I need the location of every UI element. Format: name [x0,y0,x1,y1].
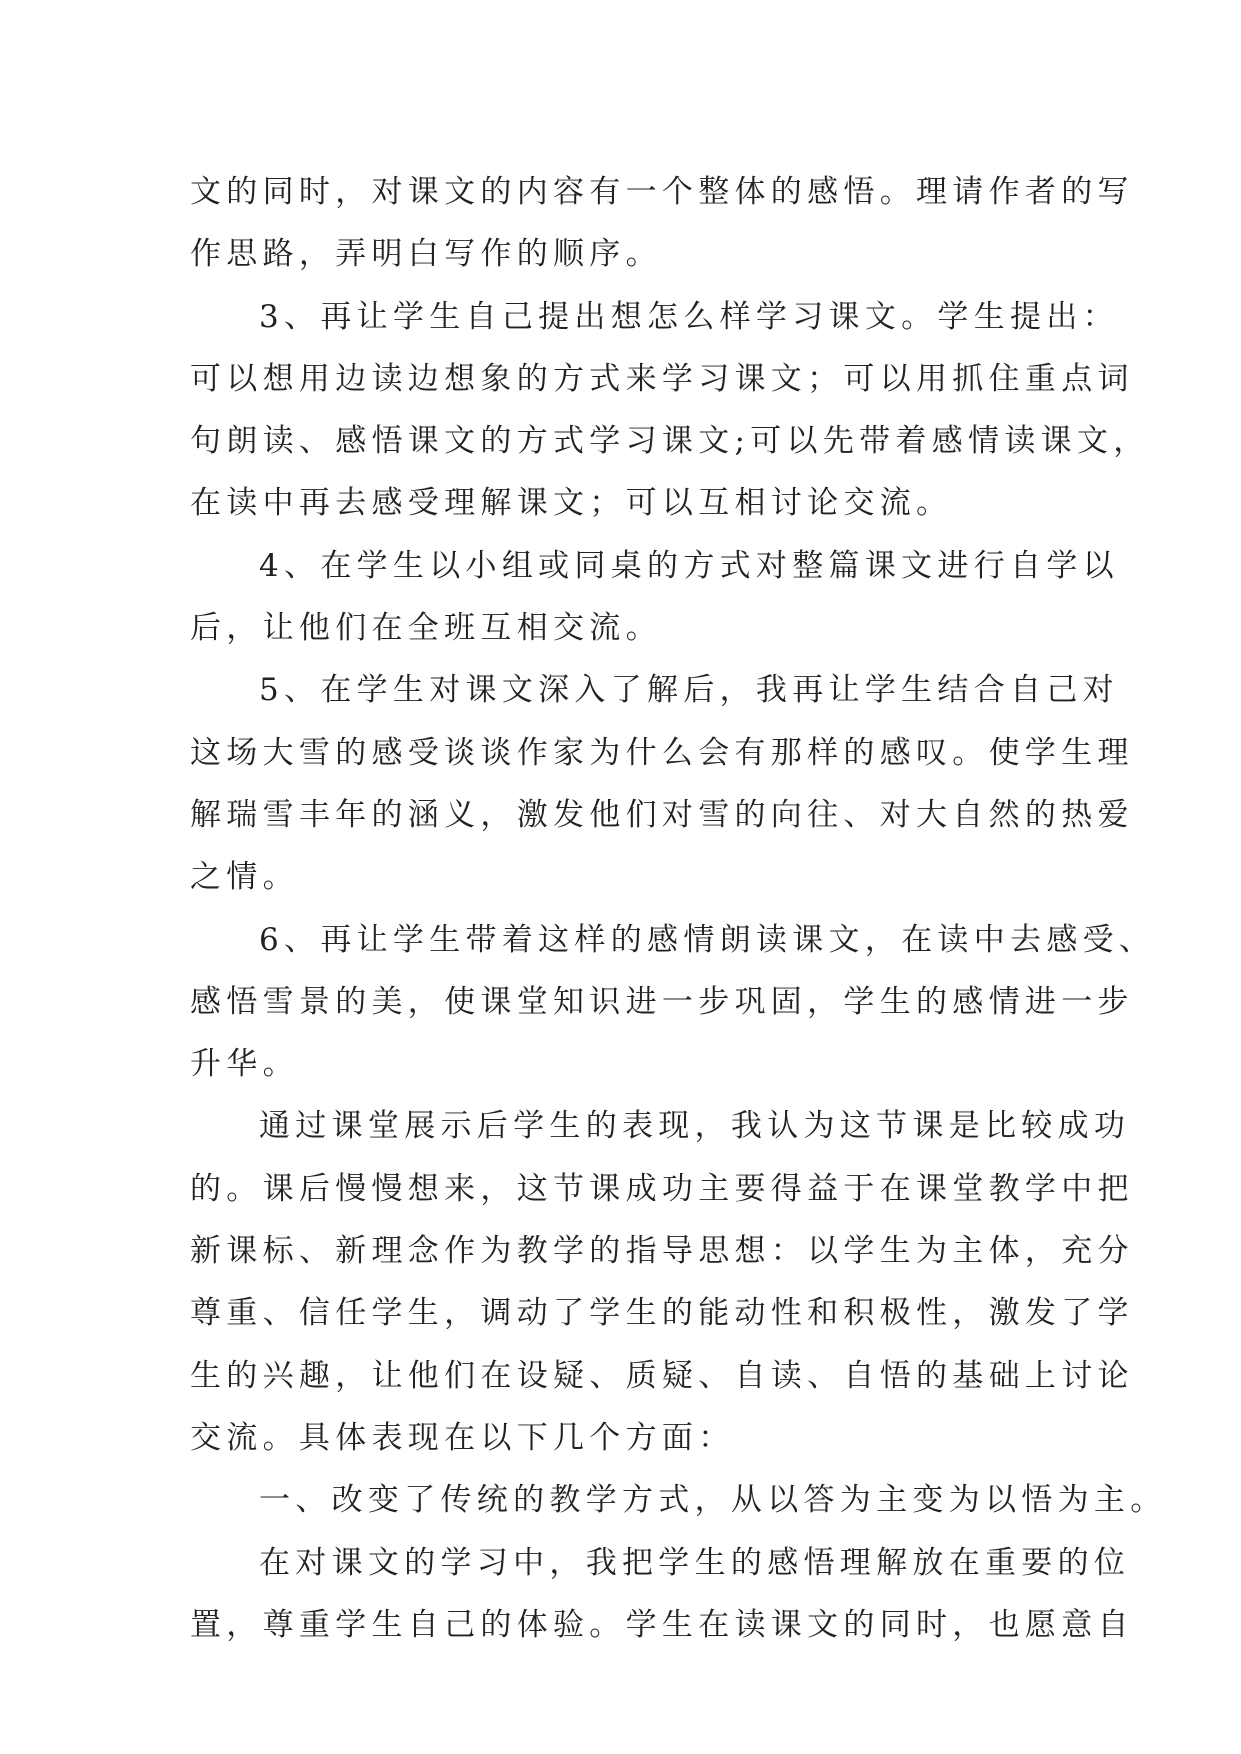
text-line: 作思路，弄明白写作的顺序。 [190,236,662,273]
text-line: 的。课后慢慢想来，这节课成功主要得益于在课堂教学中把 [190,1170,1134,1207]
text-line: 置，尊重学生自己的体验。学生在读课文的同时，也愿意自 [190,1606,1134,1643]
text-line: 生的兴趣，让他们在设疑、质疑、自读、自悟的基础上讨论 [190,1357,1134,1394]
text-line: 新课标、新理念作为教学的指导思想：以学生为主体，充分 [190,1233,1134,1270]
text-line: 5、在学生对课文深入了解后，我再让学生结合自己对 [259,672,1119,709]
text-line: 3、再让学生自己提出想怎么样学习课文。学生提出： [259,298,1119,335]
text-line: 文的同时，对课文的内容有一个整体的感悟。理请作者的写 [190,174,1134,210]
text-line: 升华。 [190,1046,299,1083]
text-line: 后，让他们在全班互相交流。 [190,610,662,647]
text-line: 交流。具体表现在以下几个方面： [190,1419,735,1456]
text-line: 在读中再去感受理解课文；可以互相讨论交流。 [190,485,953,522]
text-line: 通过课堂展示后学生的表现，我认为这节课是比较成功 [259,1108,1131,1145]
text-line: 在对课文的学习中，我把学生的感悟理解放在重要的位 [259,1544,1131,1581]
text-line: 可以想用边读边想象的方式来学习课文；可以用抓住重点词 [190,360,1134,397]
text-line: 4、在学生以小组或同桌的方式对整篇课文进行自学以 [259,547,1119,584]
body-text [190,161,1167,1656]
text-line: 句朗读、感悟课文的方式学习课文;可以先带着感情读课文， [190,423,1150,460]
text-line: 感悟雪景的美，使课堂知识进一步巩固，学生的感情进一步 [190,983,1134,1020]
text-line: 6、再让学生带着这样的感情朗读课文，在读中去感受、 [259,921,1156,958]
text-line: 这场大雪的感受谈谈作家为什么会有那样的感叹。使学生理 [190,734,1134,771]
text-line: 一、改变了传统的教学方式，从以答为主变为以悟为主。 [259,1482,1167,1519]
text-line: 尊重、信任学生，调动了学生的能动性和积极性，激发了学 [190,1295,1134,1332]
text-line: 解瑞雪丰年的涵义，激发他们对雪的向往、对大自然的热爱 [190,796,1134,833]
text-line: 之情。 [190,859,299,896]
